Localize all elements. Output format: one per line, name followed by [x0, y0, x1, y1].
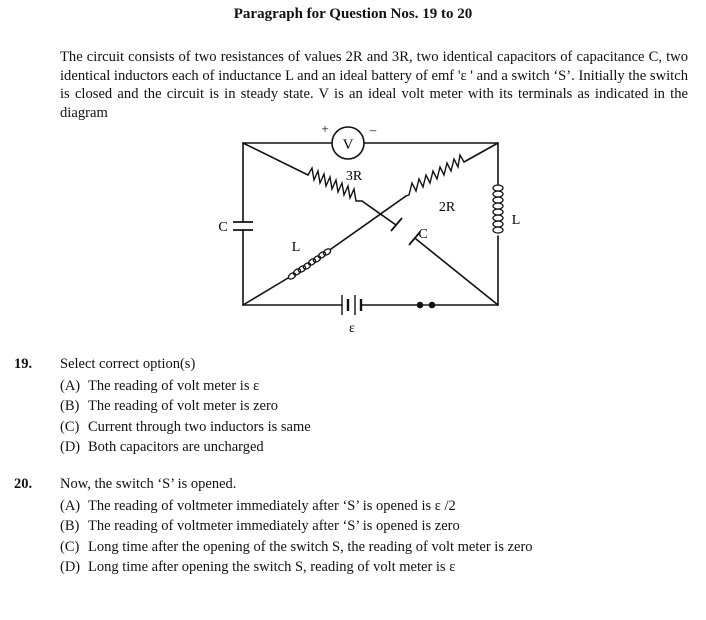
question-19-option-a: (A) The reading of volt meter is ε: [60, 377, 260, 394]
question-19-option-b: (B) The reading of volt meter is zero: [60, 398, 279, 414]
question-19-stem: Select correct option(s): [60, 356, 196, 372]
voltmeter-plus: +: [321, 121, 329, 136]
question-20-option-b: (B) The reading of voltmeter immediately after ‘S’ is opened is zero: [60, 518, 460, 534]
circuit-diagram: [210, 118, 520, 342]
diagonal-b-seg1: [464, 143, 498, 162]
battery-emf-label: ε: [349, 321, 355, 336]
diagonal-a-seg3: [416, 239, 498, 305]
question-20: [60, 474, 533, 578]
paragraph-text: The circuit consists of two resistances of values 2R and 3R, two identical capacitors of capacitance C, two identical inductors each of inductance L and an ideal battery of emf 'ε ' and a switch ‘S’. Initially the switch is closed and the circuit is in steady state. V is an ideal volt meter with its terminals as indicated in the diagram: [60, 49, 688, 121]
paragraph-title: Paragraph for Question Nos. 19 to 20: [233, 6, 473, 22]
switch-s: [417, 302, 434, 307]
question-20-number: 20.: [14, 476, 33, 492]
diagonal-b-seg3: [243, 278, 288, 305]
right-inductor-label: L: [511, 213, 520, 228]
battery: [342, 295, 361, 315]
question-20-option-a: (A) The reading of voltmeter immediately after ‘S’ is opened is ε /2: [60, 497, 456, 514]
diagonal-a-seg1: [243, 143, 308, 175]
diagonal-b-seg2: [331, 196, 406, 249]
question-20-stem: Now, the switch ‘S’ is opened.: [60, 476, 237, 492]
middle-capacitor-label: C: [418, 227, 428, 242]
voltmeter-minus: –: [369, 122, 377, 137]
question-19-option-c: (C) Current through two inductors is same: [60, 418, 311, 435]
left-capacitor-label: C: [218, 220, 228, 235]
question-19-option-d: (D) Both capacitors are uncharged: [60, 439, 264, 455]
question-19: [60, 354, 311, 458]
diagonal-a-seg2: [362, 201, 396, 225]
question-20-option-c: (C) Long time after the opening of the switch S, the reading of volt meter is zero: [60, 538, 533, 555]
question-19-number: 19.: [14, 356, 33, 372]
left-capacitor: [233, 222, 253, 230]
resistor-2r: [406, 155, 464, 196]
left-inductor-label: L: [291, 240, 301, 255]
question-20-option-d: (D) Long time after opening the switch S, reading of volt meter is ε: [60, 559, 456, 575]
resistor-2r-label: 2R: [438, 200, 456, 215]
middle-capacitor: [391, 218, 420, 245]
right-inductor: [493, 185, 503, 233]
voltmeter-label: V: [342, 137, 354, 153]
resistor-3r-label: 3R: [345, 169, 363, 184]
